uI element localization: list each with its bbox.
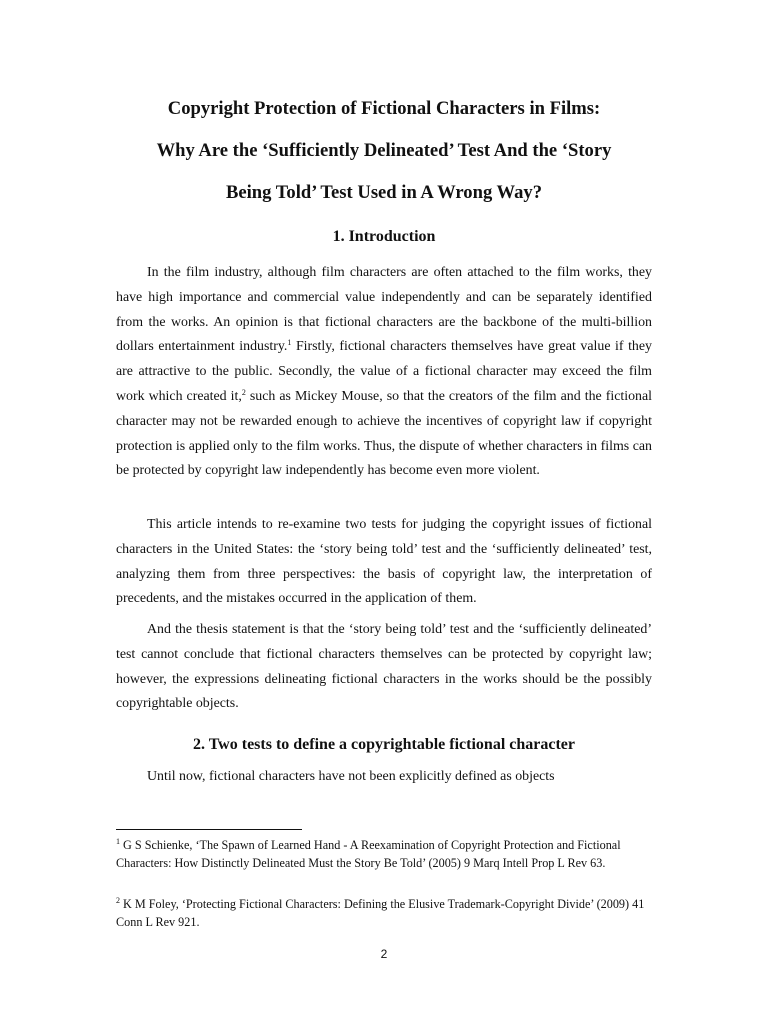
intro-paragraph-3: And the thesis statement is that the ‘story being told’ test and the ‘sufficiently delineated’ test cannot conclude that fictional characters themselves can be protected by copyright law; however, the expressions delineating fictional characters in the works should be the possibly copyrightable objects. bbox=[116, 622, 652, 712]
page-number: 2 bbox=[380, 947, 388, 961]
intro-paragraph-1 bbox=[116, 261, 652, 484]
footnote-2-number: 2 bbox=[116, 896, 120, 905]
intro-p1-text-a: In the film industry, although film characters are often attached to the film works, they have high importance and commercial value independently and can be separately identified from the works. An opinion is that fictional characters are the backbone of the multi-billion dollars entertainment industry. bbox=[116, 265, 652, 355]
section-heading-two-tests: 2. Two tests to define a copyrightable fictional character bbox=[192, 736, 575, 753]
footnote-1-number: 1 bbox=[116, 837, 120, 846]
title-line-1: Copyright Protection of Fictional Characters in Films: bbox=[167, 98, 601, 119]
footnote-1-text: G S Schienke, ‘The Spawn of Learned Hand - A Reexamination of Copyright Protection and Fictional Characters: How Distinctly Delineated Must the Story Be Told’ (2005) 9 Marq Intell Prop L Rev 63. bbox=[116, 838, 621, 871]
footnote-2-text: K M Foley, ‘Protecting Fictional Characters: Defining the Elusive Trademark-Copyright Divide’ (2009) 41 Conn L Rev 921. bbox=[116, 897, 645, 930]
document-page bbox=[116, 0, 652, 1024]
section2-paragraph-1: Until now, fictional characters have not been explicitly defined as objects bbox=[147, 769, 555, 784]
section-heading-introduction: 1. Introduction bbox=[332, 228, 436, 245]
intro-p1-text-c: such as Mickey Mouse, so that the creators of the film and the fictional character may not be rewarded enough to achieve the incentives of copyright law if copyright protection is applied only to the film works. Thus, the dispute of whether characters in films can be protected by copyright law independently has become even more violent. bbox=[116, 388, 652, 479]
footnote-ref-1[interactable]: 1 bbox=[287, 338, 292, 348]
paper-title bbox=[116, 88, 652, 214]
title-line-3: Being Told’ Test Used in A Wrong Way? bbox=[225, 182, 543, 203]
title-line-2: Why Are the ‘Sufficiently Delineated’ Test And the ‘Story bbox=[156, 140, 612, 161]
intro-paragraph-2: This article intends to re-examine two tests for judging the copyright issues of fictional characters in the United States: the ‘story being told’ test and the ‘sufficiently delineated’ test, analyzing them from three perspectives: the basis of copyright law, the interpretation of precedents, and the mistakes occurred in the application of them. bbox=[116, 517, 652, 607]
footnote-2 bbox=[116, 895, 652, 931]
intro-p1-text-b: Firstly, fictional characters themselves have great value if they are attractive to the public. Secondly, the value of a fictional character may exceed the film work which created it, bbox=[116, 339, 652, 404]
footnote-divider bbox=[116, 829, 302, 830]
footnote-1 bbox=[116, 836, 652, 872]
footnote-ref-2[interactable]: 2 bbox=[241, 387, 246, 397]
